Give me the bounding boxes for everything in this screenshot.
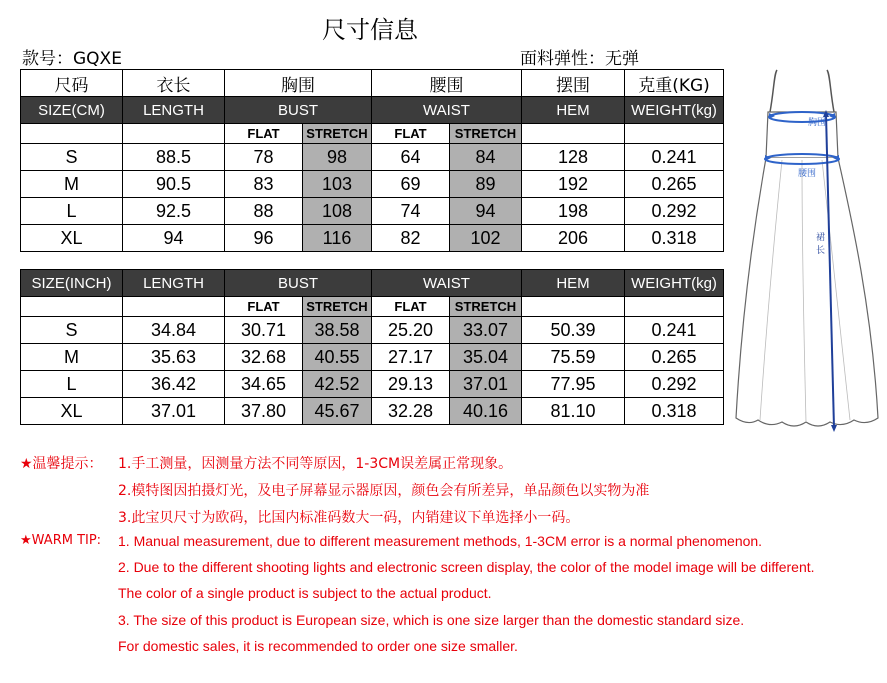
empty-cell xyxy=(522,124,625,144)
weight-cell: 0.265 xyxy=(625,344,724,371)
table-row xyxy=(21,344,724,371)
size-cell: M xyxy=(21,344,123,371)
bust-flat-cell: 96 xyxy=(225,225,303,252)
warm-tip-en-1: 1. Manual measurement, due to different measurement methods, 1-3CM error is a normal phenomenon. xyxy=(118,533,763,549)
bust-stretch-header: STRETCH xyxy=(303,124,372,144)
waist-stretch-cell: 89 xyxy=(450,171,522,198)
table-row xyxy=(21,198,724,225)
bust-stretch-cell: 116 xyxy=(303,225,372,252)
size-cell: S xyxy=(21,317,123,344)
warm-tip-cn-3: 3.此宝贝尺寸为欧码，比国内标准码数大一码，内销建议下单选择小一码。 xyxy=(118,510,580,526)
hem-cell: 77.95 xyxy=(522,371,625,398)
cn-header-row xyxy=(21,70,724,97)
warm-tip-en-2a: 2. Due to the different shooting lights and electronic screen display, the color of the model image will be different. xyxy=(118,559,815,575)
waist-stretch-header: STRETCH xyxy=(450,124,522,144)
header-waist: WAIST xyxy=(372,270,522,297)
size-cell: L xyxy=(21,198,123,225)
length-cell: 34.84 xyxy=(123,317,225,344)
bust-flat-cell: 34.65 xyxy=(225,371,303,398)
waist-flat-cell: 74 xyxy=(372,198,450,225)
header-waist: WAIST xyxy=(372,97,522,124)
waist-stretch-cell: 94 xyxy=(450,198,522,225)
header-waist-cn: 腰围 xyxy=(372,70,522,97)
waist-flat-cell: 69 xyxy=(372,171,450,198)
empty-cell xyxy=(21,124,123,144)
bust-flat-cell: 37.80 xyxy=(225,398,303,425)
weight-cell: 0.318 xyxy=(625,225,724,252)
dress-skirt xyxy=(736,158,878,426)
waist-stretch-cell: 102 xyxy=(450,225,522,252)
size-cell: S xyxy=(21,144,123,171)
en-header-row xyxy=(21,270,724,297)
length-label-1: 裙 xyxy=(816,233,826,243)
bust-flat-header: FLAT xyxy=(225,124,303,144)
waist-flat-cell: 25.20 xyxy=(372,317,450,344)
size-cell: XL xyxy=(21,398,123,425)
header-weight: WEIGHT(kg) xyxy=(625,97,724,124)
size-cell: M xyxy=(21,171,123,198)
size-table-inch xyxy=(20,269,724,425)
waist-flat-cell: 27.17 xyxy=(372,344,450,371)
header-bust-cn: 胸围 xyxy=(225,70,372,97)
bust-flat-cell: 88 xyxy=(225,198,303,225)
table-row xyxy=(21,144,724,171)
waist-stretch-cell: 33.07 xyxy=(450,317,522,344)
table-row xyxy=(21,225,724,252)
length-cell: 37.01 xyxy=(123,398,225,425)
bust-label: 胸围 xyxy=(808,118,827,128)
length-arrow-down-icon xyxy=(831,425,837,432)
waist-flat-header: FLAT xyxy=(372,124,450,144)
length-cell: 94 xyxy=(123,225,225,252)
bust-stretch-cell: 98 xyxy=(303,144,372,171)
warm-tip-en-3a: 3. The size of this product is European size, which is one size larger than the domestic standard size. xyxy=(118,612,745,628)
waist-label: 腰围 xyxy=(798,169,817,179)
weight-cell: 0.292 xyxy=(625,198,724,225)
warm-tip-cn-1: 1.手工测量，因测量方法不同等原因，1-3CM误差属正常现象。 xyxy=(118,456,513,472)
empty-cell xyxy=(123,124,225,144)
header-weight: WEIGHT(kg) xyxy=(625,270,724,297)
empty-cell xyxy=(123,297,225,317)
weight-cell: 0.241 xyxy=(625,317,724,344)
header-hem: HEM xyxy=(522,270,625,297)
waist-stretch-cell: 84 xyxy=(450,144,522,171)
bust-flat-cell: 32.68 xyxy=(225,344,303,371)
size-cell: L xyxy=(21,371,123,398)
waist-stretch-header: STRETCH xyxy=(450,297,522,317)
right-strap xyxy=(827,70,834,112)
weight-cell: 0.292 xyxy=(625,371,724,398)
header-bust: BUST xyxy=(225,270,372,297)
hem-cell: 75.59 xyxy=(522,344,625,371)
en-header-row xyxy=(21,97,724,124)
sub-header-row xyxy=(21,297,724,317)
header-size: SIZE(INCH) xyxy=(21,270,123,297)
length-cell: 92.5 xyxy=(123,198,225,225)
table-row xyxy=(21,317,724,344)
hem-cell: 206 xyxy=(522,225,625,252)
empty-cell xyxy=(625,124,724,144)
waist-flat-cell: 29.13 xyxy=(372,371,450,398)
waist-stretch-cell: 37.01 xyxy=(450,371,522,398)
weight-cell: 0.241 xyxy=(625,144,724,171)
empty-cell xyxy=(21,297,123,317)
empty-cell xyxy=(625,297,724,317)
size-table-cm xyxy=(20,69,724,252)
header-bust: BUST xyxy=(225,97,372,124)
weight-cell: 0.318 xyxy=(625,398,724,425)
fabric-elasticity: 面料弹性：无弹 xyxy=(520,49,639,69)
bust-flat-cell: 78 xyxy=(225,144,303,171)
bust-stretch-cell: 45.67 xyxy=(303,398,372,425)
hem-cell: 128 xyxy=(522,144,625,171)
hem-cell: 198 xyxy=(522,198,625,225)
waist-flat-cell: 64 xyxy=(372,144,450,171)
header-hem-cn: 摆围 xyxy=(522,70,625,97)
warm-tip-en-label: ★WARM TIP: xyxy=(20,533,102,548)
bust-flat-cell: 83 xyxy=(225,171,303,198)
sub-header-row xyxy=(21,124,724,144)
warm-tip-cn-2: 2.模特图因拍摄灯光，及电子屏幕显示器原因，颜色会有所差异，单品颜色以实物为准 xyxy=(118,483,650,499)
table-row xyxy=(21,171,724,198)
waist-flat-cell: 82 xyxy=(372,225,450,252)
dress-diagram xyxy=(730,60,887,440)
header-size-cn: 尺码 xyxy=(21,70,123,97)
bust-flat-cell: 30.71 xyxy=(225,317,303,344)
bust-stretch-header: STRETCH xyxy=(303,297,372,317)
warm-tip-en-2b: The color of a single product is subject to the actual product. xyxy=(118,585,492,601)
waist-stretch-cell: 40.16 xyxy=(450,398,522,425)
hem-cell: 192 xyxy=(522,171,625,198)
length-cell: 90.5 xyxy=(123,171,225,198)
warm-tip-en-3b: For domestic sales, it is recommended to order one size smaller. xyxy=(118,638,518,654)
hem-cell: 81.10 xyxy=(522,398,625,425)
bust-stretch-cell: 38.58 xyxy=(303,317,372,344)
hem-cell: 50.39 xyxy=(522,317,625,344)
bust-stretch-cell: 40.55 xyxy=(303,344,372,371)
bust-stretch-cell: 108 xyxy=(303,198,372,225)
header-hem: HEM xyxy=(522,97,625,124)
length-cell: 88.5 xyxy=(123,144,225,171)
page-title: 尺寸信息 xyxy=(322,16,418,44)
weight-cell: 0.265 xyxy=(625,171,724,198)
warm-tip-cn-label: ★温馨提示： xyxy=(20,456,103,472)
length-label-2: 长 xyxy=(816,246,826,256)
model-number: 款号：GQXE xyxy=(22,49,122,69)
table-row xyxy=(21,371,724,398)
header-weight-cn: 克重(KG) xyxy=(625,70,724,97)
left-strap xyxy=(770,70,777,112)
header-length: LENGTH xyxy=(123,97,225,124)
header-size: SIZE(CM) xyxy=(21,97,123,124)
waist-stretch-cell: 35.04 xyxy=(450,344,522,371)
bust-stretch-cell: 42.52 xyxy=(303,371,372,398)
length-cell: 35.63 xyxy=(123,344,225,371)
waist-flat-cell: 32.28 xyxy=(372,398,450,425)
waist-flat-header: FLAT xyxy=(372,297,450,317)
size-cell: XL xyxy=(21,225,123,252)
bust-stretch-cell: 103 xyxy=(303,171,372,198)
table-row xyxy=(21,398,724,425)
header-length: LENGTH xyxy=(123,270,225,297)
header-length-cn: 衣长 xyxy=(123,70,225,97)
empty-cell xyxy=(522,297,625,317)
bust-flat-header: FLAT xyxy=(225,297,303,317)
length-cell: 36.42 xyxy=(123,371,225,398)
